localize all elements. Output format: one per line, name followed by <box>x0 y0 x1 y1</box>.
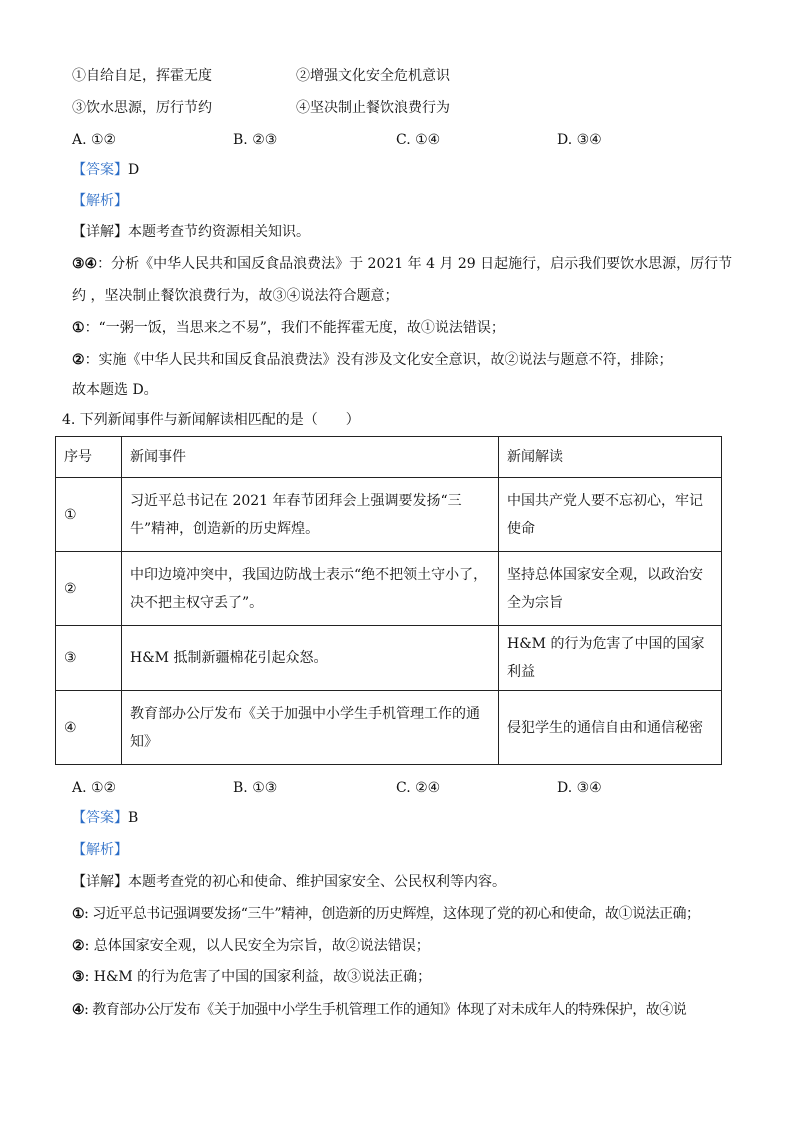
choice-c: C. ②④ <box>396 780 441 796</box>
statement-1: ①自给自足，挥霍无度 <box>72 68 212 84</box>
question-stem: 4. 下列新闻事件与新闻解读相匹配的是（ ） <box>62 412 360 428</box>
explanation-mark: ③④ <box>72 256 98 272</box>
analysis-tag: 【解析】 <box>72 842 128 858</box>
choice-d: D. ③④ <box>557 780 602 796</box>
explanation-line <box>72 318 505 338</box>
row-reading: H&M 的行为危害了中国的国家利益 <box>499 626 722 691</box>
row-event: 习近平总书记在 2021 年春节团拜会上强调要发扬“三牛”精神，创造新的历史辉煌。 <box>122 478 499 552</box>
table-row <box>56 691 722 765</box>
explanation-mark: ③ <box>72 969 85 985</box>
header-event: 新闻事件 <box>122 437 499 478</box>
choice-b: B. ①③ <box>233 780 278 796</box>
answer-value: D <box>128 162 140 178</box>
explanation-mark: ① <box>72 906 85 922</box>
explanation-line <box>72 904 700 924</box>
choice-a: A. ①② <box>72 132 117 148</box>
detail-tag: 【详解】 <box>72 224 128 240</box>
answer-value: B <box>128 810 139 826</box>
table-row <box>56 626 722 691</box>
explanation-text: : 教育部办公厅发布《关于加强中小学生手机管理工作的通知》体现了对未成年人的特殊保护，故④说 <box>84 1002 687 1018</box>
explanation-text: : 习近平总书记强调要发扬“三牛”精神，创造新的历史辉煌，这体现了党的初心和使命，故①说法正确； <box>84 906 700 922</box>
analysis-tag: 【解析】 <box>72 193 128 209</box>
explanation-line <box>72 350 673 370</box>
explanation-line <box>72 1000 686 1020</box>
statement-4: ④坚决制止餐饮浪费行为 <box>296 100 450 116</box>
explanation-mark: ② <box>72 352 85 368</box>
detail-line <box>72 222 310 242</box>
answer-tag: 【答案】 <box>72 810 128 826</box>
explanation-line <box>72 254 732 274</box>
explanation-line <box>72 286 398 306</box>
row-no: ③ <box>56 626 122 691</box>
table-header-row <box>56 437 722 478</box>
row-reading: 侵犯学生的通信自由和通信秘密 <box>499 691 722 765</box>
explanation-text: 约 ，坚决制止餐饮浪费行为，故③④说法符合题意； <box>72 288 399 304</box>
row-event: 中印边境冲突中，我国边防战士表示“绝不把领土守小了，决不把主权守丢了”。 <box>122 552 499 626</box>
detail-text: 本题考查节约资源相关知识。 <box>128 224 310 240</box>
row-no: ④ <box>56 691 122 765</box>
row-no: ① <box>56 478 122 552</box>
row-reading: 坚持总体国家安全观，以政治安全为宗旨 <box>499 552 722 626</box>
choice-b: B. ②③ <box>233 132 278 148</box>
table-row <box>56 478 722 552</box>
header-reading: 新闻解读 <box>499 437 722 478</box>
explanation-text: : H&M 的行为危害了中国的国家利益，故③说法正确； <box>84 969 432 985</box>
explanation-mark: ① <box>72 320 85 336</box>
explanation-text: 故本题选 D。 <box>72 382 158 398</box>
explanation-text: : 总体国家安全观，以人民安全为宗旨，故②说法错误； <box>84 938 430 954</box>
row-reading: 中国共产党人要不忘初心，牢记使命 <box>499 478 722 552</box>
answer-line <box>72 808 138 828</box>
explanation-line <box>72 380 158 400</box>
header-no: 序号 <box>56 437 122 478</box>
explanation-mark: ② <box>72 938 85 954</box>
choice-d: D. ③④ <box>557 132 602 148</box>
row-event: H&M 抵制新疆棉花引起众怒。 <box>122 626 499 691</box>
answer-line <box>72 160 139 180</box>
detail-line <box>72 872 506 892</box>
explanation-text: ：实施《中华人民共和国反食品浪费法》没有涉及文化安全意识，故②说法与题意不符，排除； <box>84 352 673 368</box>
detail-tag: 【详解】 <box>72 874 128 890</box>
statement-3: ③饮水思源，厉行节约 <box>72 100 212 116</box>
explanation-text: ：分析《中华人民共和国反食品浪费法》于 2021 年 4 月 29 日起施行，启示我们要饮水思源，厉行节 <box>97 256 733 272</box>
news-table <box>55 436 722 765</box>
row-no: ② <box>56 552 122 626</box>
choice-a: A. ①② <box>72 780 117 796</box>
choice-c: C. ①④ <box>396 132 441 148</box>
explanation-line <box>72 936 430 956</box>
explanation-line <box>72 967 431 987</box>
table-row <box>56 552 722 626</box>
answer-tag: 【答案】 <box>72 162 128 178</box>
explanation-mark: ④ <box>72 1002 85 1018</box>
statement-2: ②增强文化安全危机意识 <box>296 68 450 84</box>
row-event: 教育部办公厅发布《关于加强中小学生手机管理工作的通知》 <box>122 691 499 765</box>
detail-text: 本题考查党的初心和使命、维护国家安全、公民权利等内容。 <box>128 874 506 890</box>
explanation-text: ：“一粥一饭，当思来之不易”，我们不能挥霍无度，故①说法错误； <box>84 320 505 336</box>
